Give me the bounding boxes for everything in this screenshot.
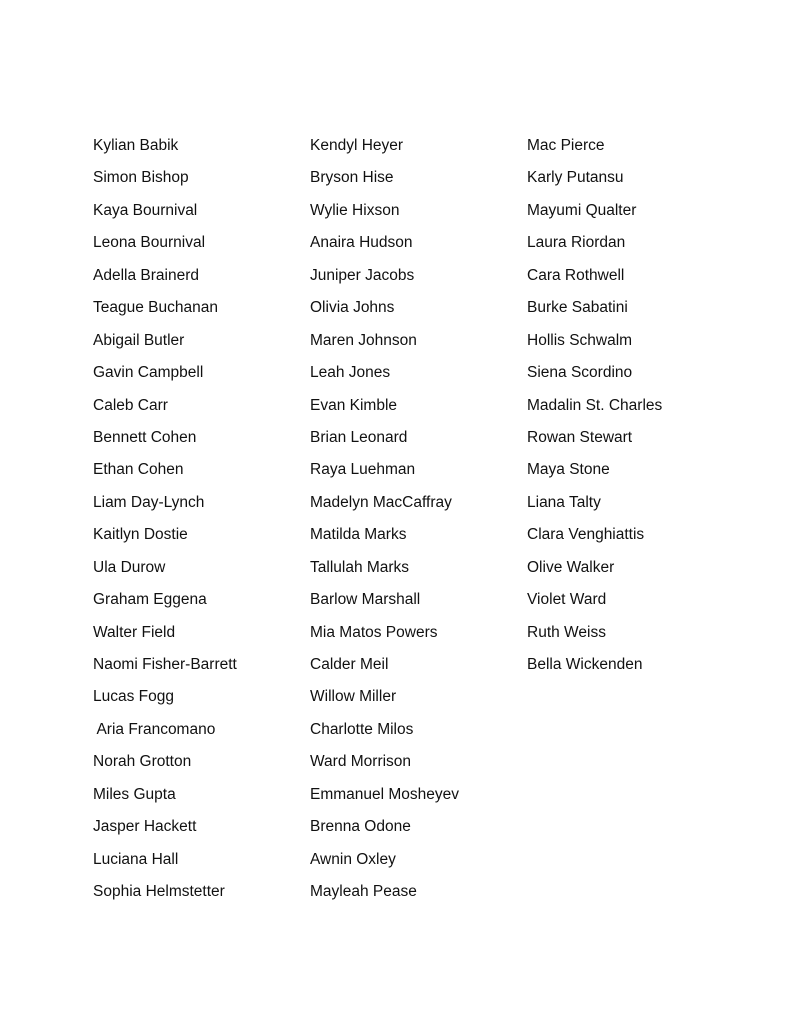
name-entry: Hollis Schwalm (527, 331, 633, 349)
name-entry: Violet Ward (527, 591, 607, 609)
name-entry: Emmanuel Mosheyev (310, 785, 460, 803)
name-entry: Lucas Fogg (93, 688, 174, 706)
name-entry: Brian Leonard (310, 428, 408, 446)
name-entry: Olivia Johns (310, 299, 395, 317)
name-entry: Kendyl Heyer (310, 137, 404, 154)
name-entry: Karly Putansu (527, 169, 624, 187)
name-entry: Maren Johnson (310, 331, 417, 349)
name-entry: Awnin Oxley (310, 850, 396, 868)
name-entry: Simon Bishop (93, 169, 189, 187)
name-entry: Jasper Hackett (93, 818, 197, 836)
name-entry: Norah Grotton (93, 753, 192, 771)
name-entry: Matilda Marks (310, 526, 407, 544)
name-entry: Tallulah Marks (310, 558, 410, 576)
name-entry: Mia Matos Powers (310, 623, 438, 641)
name-entry: Brenna Odone (310, 818, 411, 836)
name-entry: Ward Morrison (310, 753, 412, 771)
name-entry: Cara Rothwell (527, 266, 625, 284)
name-entry: Naomi Fisher-Barrett (93, 656, 237, 673)
name-entry: Bryson Hise (310, 169, 394, 187)
name-entry: Burke Sabatini (527, 299, 628, 317)
name-entry: Maya Stone (527, 461, 610, 479)
name-entry: Teague Buchanan (93, 299, 218, 317)
name-entry: Gavin Campbell (93, 364, 204, 382)
name-entry: Caleb Carr (93, 396, 168, 414)
name-entry: Clara Venghiattis (527, 526, 645, 544)
name-column-1 (93, 134, 237, 913)
name-entry: Barlow Marshall (310, 591, 421, 609)
name-entry: Charlotte Milos (310, 720, 414, 738)
name-entry: Laura Riordan (527, 234, 626, 252)
name-entry: Willow Miller (310, 688, 397, 706)
name-entry: Mac Pierce (527, 137, 605, 154)
name-entry: Adella Brainerd (93, 266, 199, 284)
name-entry: Madalin St. Charles (527, 396, 663, 414)
name-entry: Mayleah Pease (310, 883, 417, 901)
name-entry: Siena Scordino (527, 364, 633, 382)
name-entry: Graham Eggena (93, 591, 207, 609)
name-entry: Bella Wickenden (527, 656, 643, 673)
name-entry: Raya Luehman (310, 461, 416, 479)
name-entry: Anaira Hudson (310, 234, 413, 252)
name-entry: Leona Bournival (93, 234, 206, 252)
name-entry: Miles Gupta (93, 785, 176, 803)
name-entry: Calder Meil (310, 656, 389, 673)
name-entry: Mayumi Qualter (527, 201, 637, 219)
name-entry: Wylie Hixson (310, 201, 400, 219)
name-entry: Abigail Butler (93, 331, 185, 349)
name-entry: Walter Field (93, 623, 176, 641)
name-entry: Juniper Jacobs (310, 266, 415, 284)
name-column-2 (310, 134, 459, 913)
name-entry: Bennett Cohen (93, 428, 197, 446)
name-entry: Evan Kimble (310, 396, 398, 414)
name-entry: Ruth Weiss (527, 623, 606, 641)
name-entry: Rowan Stewart (527, 428, 633, 446)
name-entry: Leah Jones (310, 364, 391, 382)
name-entry: Ula Durow (93, 558, 166, 576)
name-entry: Madelyn MacCaffray (310, 493, 452, 511)
name-entry: Liam Day-Lynch (93, 493, 205, 511)
name-column-3 (527, 134, 662, 685)
name-entry: Kaya Bournival (93, 201, 198, 219)
name-entry: Luciana Hall (93, 850, 179, 868)
name-entry: Kaitlyn Dostie (93, 526, 188, 544)
name-entry: Aria Francomano (93, 720, 216, 738)
name-entry: Liana Talty (527, 493, 601, 511)
name-entry: Olive Walker (527, 558, 615, 576)
name-entry: Ethan Cohen (93, 461, 184, 479)
name-entry: Sophia Helmstetter (93, 883, 225, 901)
name-entry: Kylian Babik (93, 137, 179, 154)
